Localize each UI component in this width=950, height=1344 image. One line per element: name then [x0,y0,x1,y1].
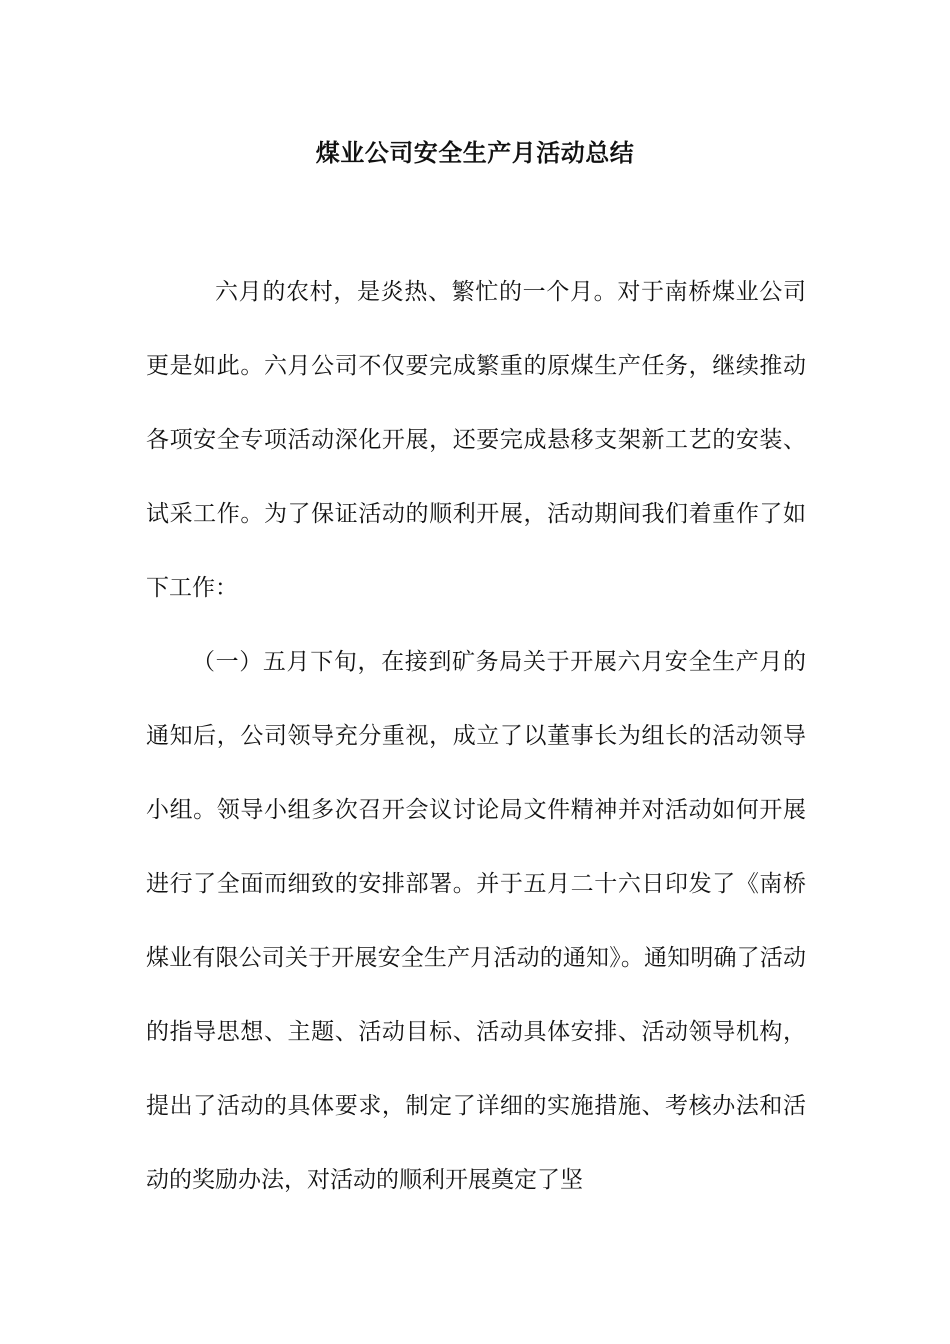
document-title: 煤业公司安全生产月活动总结 [315,139,635,167]
paragraph-section-1: （一）五月下旬，在接到矿务局关于开展六月安全生产月的通知后，公司领导充分重视，成立了以董事长为组长的活动领导小组。领导小组多次召开会议讨论局文件精神并对活动如何开展进行了全面而细致的安排部署。并于五月二十六日印发了《南桥煤业有限公司关于开展安全生产月活动的通知》。通知明确了活动的指导思想、主题、活动目标、活动具体安排、活动领导机构，提出了活动的具体要求，制定了详细的实施措施、考核办法和活动的奖励办法，对活动的顺利开展奠定了坚 [146,649,806,1193]
document-body [146,255,806,1217]
paragraph-intro: 六月的农村，是炎热、繁忙的一个月。对于南桥煤业公司更是如此。六月公司不仅要完成繁重的原煤生产任务，继续推动各项安全专项活动深化开展，还要完成悬移支架新工艺的安装、试采工作。为了保证活动的顺利开展，活动期间我们着重作了如下工作： [146,279,806,601]
